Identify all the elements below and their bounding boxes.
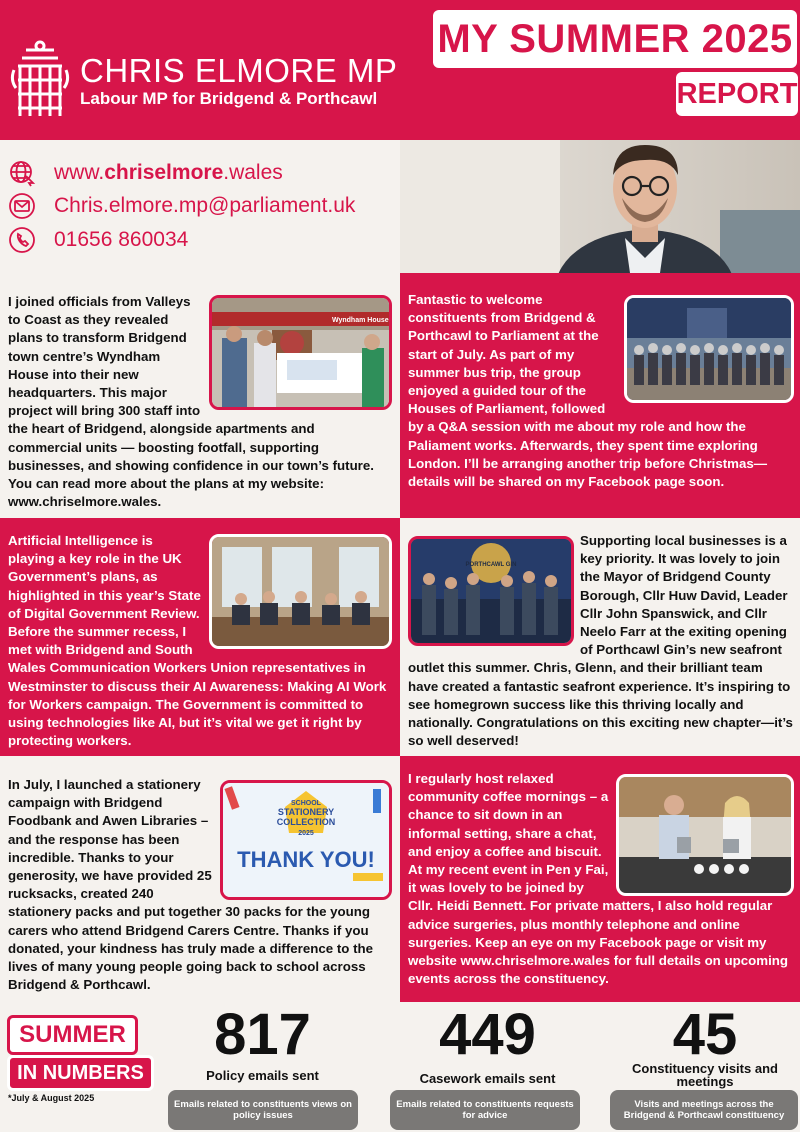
stat-visits-label: Constituency visits and meetings bbox=[632, 1061, 778, 1089]
section-ai bbox=[0, 518, 400, 756]
report-label-box bbox=[676, 72, 798, 116]
stat-casework-label: Casework emails sent bbox=[419, 1071, 556, 1086]
email-icon bbox=[8, 192, 36, 220]
summer-label: SUMMER bbox=[19, 1021, 126, 1048]
sign-text: Wyndham House bbox=[332, 317, 389, 324]
contact-panel bbox=[0, 140, 400, 273]
valleys-text: I joined officials from Valleys to Coast as they revealed plans to transform Bridgend town centre’s Wyndham House into their new headquarters. This major project will bring 300 staff into the heart of Bridgend, alongside apartments and commercial units — boosting footfall, supporting businesses, and showing confidence in our town’s future. You can read more about the plans at my website: www.chriselmore.wales. bbox=[8, 294, 374, 510]
stat-policy-value: 817 bbox=[214, 1002, 311, 1067]
phone-number[interactable]: 01656 860034 bbox=[54, 228, 189, 251]
website-link[interactable] bbox=[54, 161, 283, 185]
wyndham-house-photo bbox=[209, 295, 392, 410]
portcullis-logo-icon bbox=[8, 40, 72, 120]
stat-policy-label: Policy emails sent bbox=[206, 1068, 319, 1083]
stat-casework-value: 449 bbox=[439, 1002, 536, 1067]
stat-casework-note: Emails related to constituents requests for advice bbox=[390, 1090, 580, 1130]
portrait-photo bbox=[400, 140, 800, 273]
section-valleys-to-coast bbox=[0, 273, 400, 518]
stationery-line1: SCHOOL bbox=[291, 800, 321, 807]
in-numbers-pill bbox=[7, 1055, 154, 1091]
mp-subtitle: Labour MP for Bridgend & Porthcawl bbox=[80, 89, 378, 108]
stat-policy-note: Emails related to constituents views on policy issues bbox=[168, 1090, 358, 1130]
stationery-line2: STATIONERY bbox=[277, 807, 335, 817]
stat-visits-note: Visits and meetings across the Bridgend & Porthcawl constituency bbox=[610, 1090, 798, 1130]
website-suffix: .wales bbox=[223, 161, 283, 184]
section-parliament-trip bbox=[400, 273, 800, 518]
email-link[interactable]: Chris.elmore.mp@parliament.uk bbox=[54, 194, 356, 217]
report-title-box bbox=[433, 10, 797, 68]
section-local-business bbox=[400, 518, 800, 756]
stationery-text: In July, I launched a stationery campaign with Bridgend Foodbank and Awen Libraries – and the response has been incredible. Thanks to your generosity, we have provided 25 rucksacks, created 240 stationery packs and put together 30 packs for the young carers who attend Bridgend Carers Centre. Thanks if you donated, your kindness has truly made a difference to the lives of many young people going back to school across Bridgend & Porthcawl. bbox=[8, 777, 374, 993]
report-title: MY SUMMER 2025 bbox=[437, 16, 793, 61]
phone-row[interactable] bbox=[8, 225, 188, 255]
coffee-morning-photo bbox=[616, 774, 794, 896]
email-row[interactable] bbox=[8, 191, 355, 221]
website-prefix: www. bbox=[54, 161, 105, 184]
summer-pill bbox=[7, 1015, 138, 1055]
website-row[interactable] bbox=[8, 158, 283, 188]
porthcawl-gin-photo bbox=[408, 536, 574, 646]
globe-icon bbox=[8, 159, 36, 187]
gin-logo-text: PORTHCAWL GIN bbox=[465, 562, 517, 568]
section-coffee-mornings bbox=[400, 756, 800, 1002]
report-label: REPORT bbox=[676, 77, 798, 110]
stationery-line3: COLLECTION bbox=[276, 817, 336, 827]
footnote: *July & August 2025 bbox=[8, 1093, 95, 1103]
in-numbers-label: IN NUMBERS bbox=[17, 1061, 144, 1084]
mp-name: CHRIS ELMORE MP bbox=[80, 52, 398, 89]
section-stationery bbox=[0, 756, 400, 1002]
stationery-thanks: THANK YOU! bbox=[237, 847, 375, 872]
stationery-thank-you-graphic bbox=[220, 780, 392, 900]
ai-text: Artificial Intelligence is playing a key role in the UK Government’s plans, as highlighted in this year’s State of Digital Government Review. Before the summer recess, I met with Bridgend and South Wales Communication Workers Union representatives in Westminster to discuss their AI Awareness: Making AI Work for Workers campaign. The Government is committed to using technologies like AI, but it’s vital we get it right by protecting workers. bbox=[8, 533, 387, 749]
coffee-text: I regularly host relaxed community coffee mornings – a chance to sit down in an informal setting, share a chat, and enjoy a coffee and biscuit. At my recent event in Pen y Fai, it was lovely to be joined by Cllr. Heidi Bennett. For private matters, I also hold regular advice surgeries, plus monthly telephone and online surgeries. Keep an eye on my Facebook page or visit my website www.chriselmore.wales for full details on upcoming events across the constituency. bbox=[408, 771, 789, 987]
header bbox=[0, 0, 800, 140]
parliament-text: Fantastic to welcome constituents from Bridgend & Porthcawl to Parliament at the start of July. As part of my summer bus trip, the group enjoyed a guided tour of the Houses of Parliament, followed by a Q&A session with me about my role and how the Paliament works. Afterwards, they spent time exploring London. I’ll be arranging another trip before Christmas—details will be shared on my Facebook page soon. bbox=[408, 292, 768, 490]
phone-icon bbox=[8, 226, 36, 254]
parliament-group-photo bbox=[624, 295, 794, 403]
stat-visits-value: 45 bbox=[672, 1002, 738, 1067]
business-text: Supporting local businesses is a key priority. It was lovely to join the Mayor of Bridgend County Borough, Cllr Huw David, Leader Cllr John Spanswick, and Cllr Neelo Farr at the exiting opening of Porthcawl Gin’s new seafront outlet this summer. Chris, Glenn, and their brilliant team have created a fantastic seafront experience. It’s inspiring to see homegrown success like this thriving locally and nationally. Congratulations on this exciting new chapter—it’s so well deserved! bbox=[408, 533, 793, 749]
stationery-year: 2025 bbox=[298, 830, 314, 837]
website-domain: chriselmore bbox=[104, 161, 224, 184]
cwu-meeting-photo bbox=[209, 534, 392, 649]
